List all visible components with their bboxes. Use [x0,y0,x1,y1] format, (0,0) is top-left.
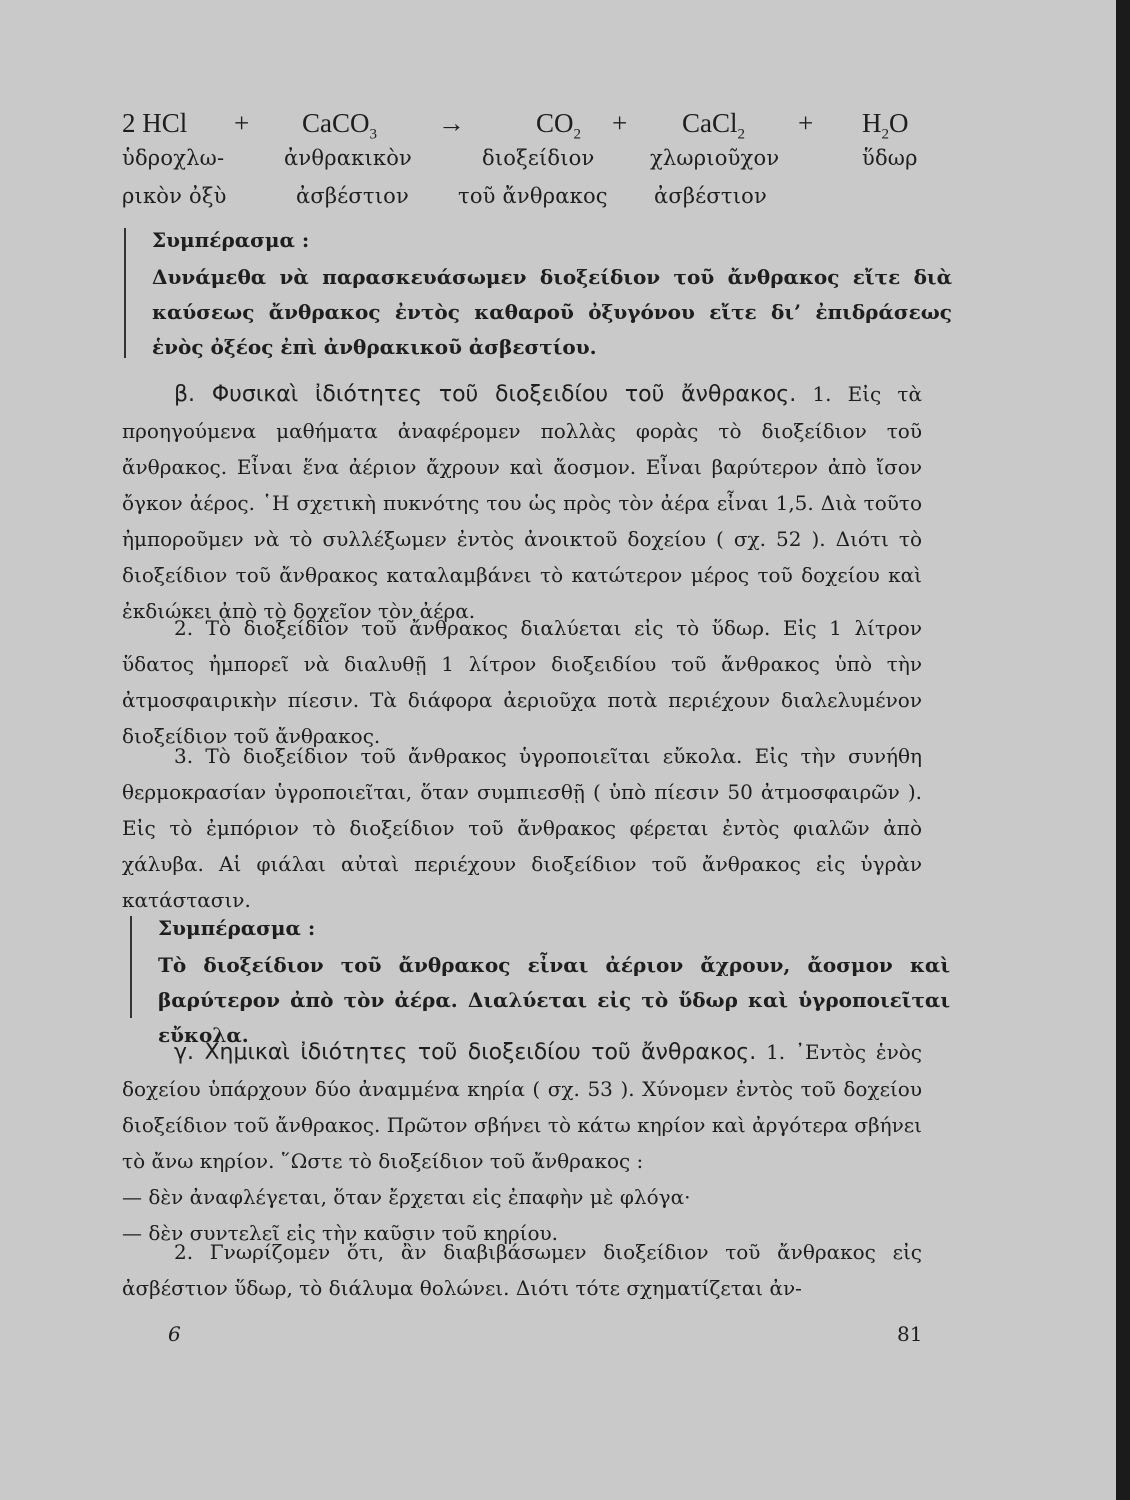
conclusion-title: Συμπέρασμα : [158,916,316,940]
section-g-paragraph-1 [122,1034,922,1179]
name-co2: διοξείδιον [482,146,595,170]
section-g-heading: γ. Χημικαὶ ἰδιότητες τοῦ διοξειδίου τοῦ ἄνθρακος. [174,1040,757,1065]
reaction-arrow: → [438,108,465,138]
name-hcl: ὑδροχλω- [122,146,225,170]
formula-co2: $CO_2$ [536,108,582,143]
conclusion-text: Τὸ διοξείδιον τοῦ ἄνθρακος εἶναι ἀέριον ἄχρουν, ἄοσμον καὶ βαρύτερον ἀπὸ τὸν ἀέρα. Διαλύεται εἰς τὸ ὕδωρ καὶ ὑγροποιεῖται εὔκολα. [158,953,950,1047]
dash-item: — δὲν ἀναφλέγεται, ὅταν ἔρχεται εἰς ἐπαφὴν μὲ φλόγα· [122,1185,691,1209]
scan-edge [1116,0,1130,1500]
plus-sign: + [612,108,628,138]
plus-sign: + [798,108,814,138]
section-b-heading: β. Φυσικαὶ ἰδιότητες τοῦ διοξειδίου τοῦ ἄνθρακος. [174,382,797,407]
formula-cacl2: CaCl$_2$ [682,108,746,143]
formula-caco3: CaCO$_3$ [302,108,377,143]
paragraph-text: 1. ᾿Εντὸς ἑνὸς δοχείου ὑπάρχουν δύο ἀναμμένα κηρία ( σχ. 53 ). Χύνομεν ἐντὸς τοῦ δοχείου διοξείδιον τοῦ ἄνθρακος. Πρῶτον σβήνει τὸ κάτω κηρίον καὶ ἀργότερα σβήνει τὸ ἄνω κηρίον. ῞Ωστε τὸ διοξείδιον τοῦ ἄνθρακος : [122,1040,923,1173]
section-g-paragraph-2: 2. Γνωρίζομεν ὅτι, ἂν διαβιβάσωμεν διοξείδιον τοῦ ἄνθρακος εἰς ἀσβέστιον ὕδωρ, τὸ διάλυμα θολώνει. Διότι τότε σχηματίζεται ἀν- [122,1240,922,1300]
name-cacl2: χλωριοῦχον [650,146,780,170]
name-hcl: ρικὸν ὀξὺ [122,184,227,208]
signature-mark: 6 [168,1322,181,1346]
equation-formulas [122,108,922,146]
name-caco3: ἀνθρακικὸν [284,146,413,170]
conclusion-text: Δυνάμεθα νὰ παρασκευάσωμεν διοξείδιον τοῦ ἄνθρακος εἴτε διὰ καύσεως ἄνθρακος ἐντὸς καθαροῦ ὀξυγόνου εἴτε δι’ ἐπιδράσεως ἑνὸς ὀξέος ἐπὶ ἀνθρακικοῦ ἀσβεστίου. [152,265,952,359]
plus-sign: + [234,108,250,138]
section-b-paragraph-3: 3. Τὸ διοξείδιον τοῦ ἄνθρακος ὑγροποιεῖται εὔκολα. Εἰς τὴν συνήθη θερμοκρασίαν ὑγροποιεῖται, ὅταν συμπιεσθῇ ( ὑπὸ πίεσιν 50 ἀτμοσφαιρῶν ). Εἰς τὸ ἐμπόριον τὸ διοξείδιον τοῦ ἄνθρακος φέρεται ἐντὸς φιαλῶν ἀπὸ χάλυβα. Αἱ φιάλαι αὐταὶ περιέχουν διοξείδιον τοῦ ἄνθρακος εἰς ὑγρὰν κατάστασιν. [122,744,922,912]
formula-h2o: $H_2O$ [862,108,909,143]
equation-names-line2 [122,184,922,222]
formula-hcl: 2 HCl [122,108,188,138]
conclusion-box [124,228,952,358]
page-number: 81 [897,1322,923,1346]
name-caco3: ἀσβέστιον [296,184,409,208]
section-b-paragraph-1 [122,376,922,629]
conclusion-box [130,916,950,1047]
name-co2: τοῦ ἄνθρακος [458,184,608,208]
equation-names-line1 [122,146,922,184]
section-b-paragraph-2: 2. Τὸ διοξείδιον τοῦ ἄνθρακος διαλύεται εἰς τὸ ὕδωρ. Εἰς 1 λίτρον ὕδατος ἠμπορεῖ νὰ διαλυθῇ 1 λίτρον διοξειδίου τοῦ ἄνθρακος ὑπὸ τὴν ἀτμοσφαιρικὴν πίεσιν. Τὰ διάφορα ἀεριοῦχα ποτὰ περιέχουν διαλελυμένον διοξείδιον τοῦ ἄνθρακος. [122,616,922,748]
paragraph-text: 1. Εἰς τὰ προηγούμενα μαθήματα ἀναφέρομεν πολλὰς φορὰς τὸ διοξείδιον τοῦ ἄνθρακος. Εἶναι ἕνα ἀέριον ἄχρουν καὶ ἄοσμον. Εἶναι βαρύτερον ἀπὸ ἴσον ὄγκον ἀέρος. ῾Η σχετικὴ πυκνότης του ὡς πρὸς τὸν ἀέρα εἶναι 1,5. Διὰ τοῦτο ἠμποροῦμεν νὰ τὸ συλλέξωμεν ἐντὸς ἀνοικτοῦ δοχείου ( σχ. 52 ). Διότι τὸ διοξείδιον τοῦ ἄνθρακος καταλαμβάνει τὸ κατώτερον μέρος τοῦ δοχείου καὶ ἐκδιώκει ἀπὸ τὸ δοχεῖον τὸν ἀέρα. [122,382,922,623]
section-g [122,1034,922,1251]
chemical-equation [122,108,922,218]
name-h2o: ὕδωρ [862,146,918,170]
name-cacl2: ἀσβέστιον [654,184,767,208]
dash-item: — δὲν συντελεῖ εἰς τὴν καῦσιν τοῦ κηρίου. [122,1221,559,1245]
conclusion-title: Συμπέρασμα : [152,228,310,252]
